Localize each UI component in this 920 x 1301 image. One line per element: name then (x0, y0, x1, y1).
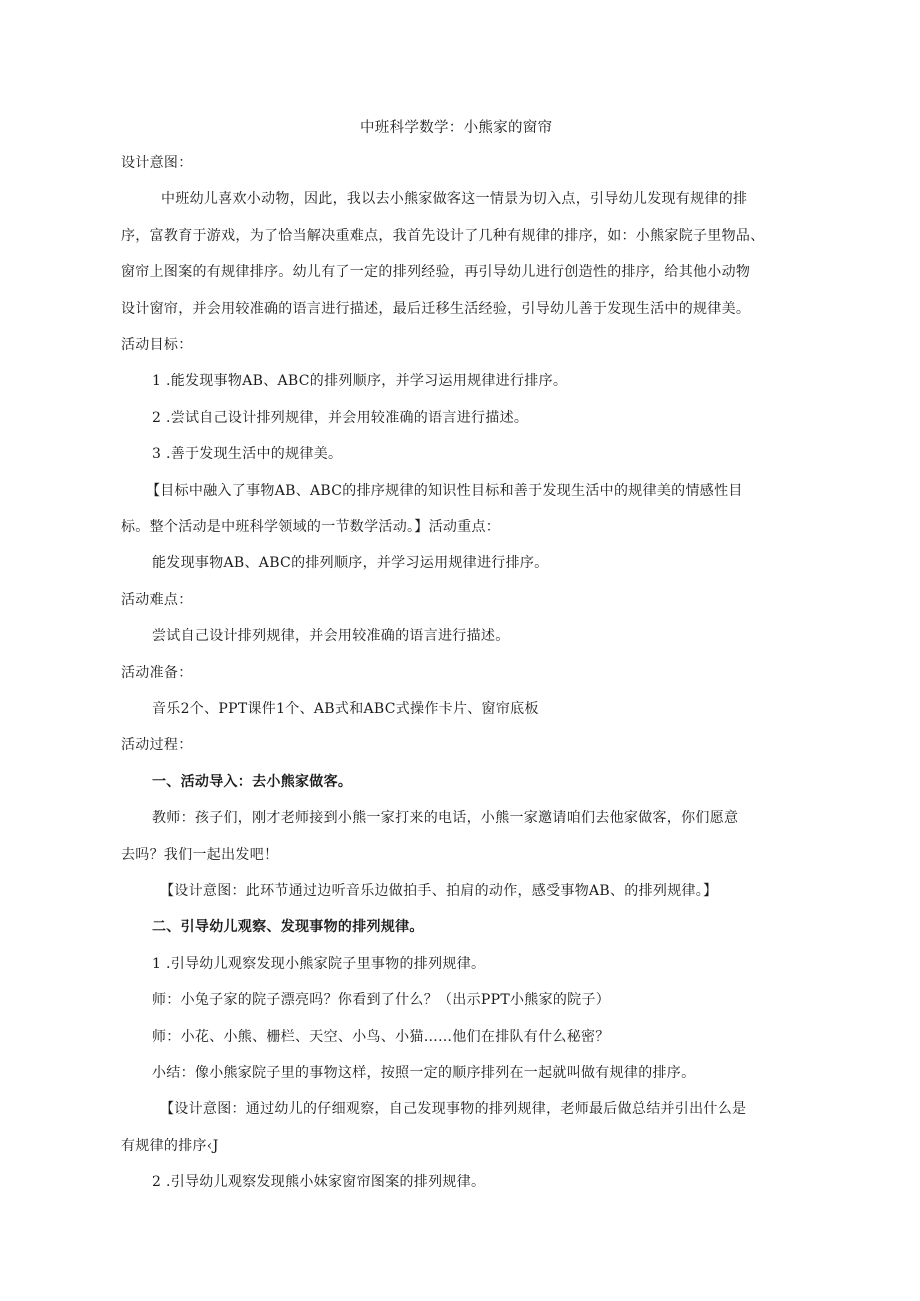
section2-summary: 小结：像小熊家院子里的事物这样，按照一定的顺序排列在一起就叫做有规律的排序。 (152, 1065, 696, 1081)
section2-note-line: 【设计意图：通过幼儿的仔细观察，自己发现事物的排列规律，老师最后做总结并引出什么是 (160, 1101, 747, 1117)
document-title: 中班科学数学：小熊家的窗帘 (360, 120, 553, 136)
process-heading: 活动过程： (121, 737, 193, 753)
goal-item: 2 .尝试自己设计排列规律，并会用较准确的语言进行描述。 (152, 410, 529, 426)
section2-item: 2 .引导幼儿观察发现熊小妹家窗帘图案的排列规律。 (152, 1174, 486, 1190)
design-intent-line: 中班幼儿喜欢小动物，因此，我以去小熊家做客这一情景为切入点，引导幼儿发现有规律的排 (161, 191, 748, 207)
prep-text: 音乐2个、PPT课件1个、AB式和ABC式操作卡片、窗帘底板 (152, 701, 539, 717)
goals-note-line: 【目标中融入了事物AB、ABC的排序规律的知识性目标和善于发现生活中的规律美的情感性目 (146, 483, 743, 499)
design-intent-line: 设计窗帘，并会用较准确的语言进行描述，最后迁移生活经验，引导幼儿善于发现生活中的规律美。 (121, 301, 751, 317)
goal-item: 1 .能发现事物AB、ABC的排列顺序，并学习运用规律进行排序。 (152, 373, 568, 389)
goals-heading: 活动目标： (121, 337, 193, 353)
section1-line: 教师：孩子们，刚才老师接到小熊一家打来的电话，小熊一家邀请咱们去他家做客，你们愿意 (152, 810, 739, 826)
goal-item: 3 .善于发现生活中的规律美。 (152, 446, 343, 462)
section1-line: 去吗？我们一起出发吧！ (121, 847, 279, 863)
section2-question: 师：小花、小熊、栅栏、天空、小鸟、小猫……他们在排队有什么秘密？ (152, 1029, 610, 1045)
section1-note: 【设计意图：此环节通过边听音乐边做拍手、拍肩的动作，感受事物AB、的排列规律。】 (160, 883, 718, 899)
difficulty-heading: 活动难点： (121, 592, 193, 608)
design-intent-line: 窗帘上图案的有规律排序。幼儿有了一定的排列经验，再引导幼儿进行创造性的排序，给其他小动物 (121, 264, 751, 280)
prep-heading: 活动准备： (121, 665, 193, 681)
section2-note-line: 有规律的排序‹J (121, 1138, 219, 1154)
key-point: 能发现事物AB、ABC的排列顺序，并学习运用规律进行排序。 (152, 555, 549, 571)
design-intent-line: 序，富教育于游戏，为了恰当解决重难点，我首先设计了几种有规律的排序，如：小熊家院子里物品、 (121, 228, 765, 244)
difficulty-text: 尝试自己设计排列规律，并会用较准确的语言进行描述。 (152, 628, 510, 644)
goals-note-line: 标。整个活动是中班科学领域的一节数学活动。】活动重点： (121, 519, 501, 535)
section2-item: 1 .引导幼儿观察发现小熊家院子里事物的排列规律。 (152, 956, 486, 972)
section1-heading: 一、活动导入：去小熊家做客。 (152, 774, 353, 790)
design-intent-heading: 设计意图： (121, 155, 193, 171)
section2-heading: 二、引导幼儿观察、发现事物的排列规律。 (152, 919, 424, 935)
section2-question: 师：小兔子家的院子漂亮吗？你看到了什么？（出示PPT小熊家的院子） (152, 992, 611, 1008)
